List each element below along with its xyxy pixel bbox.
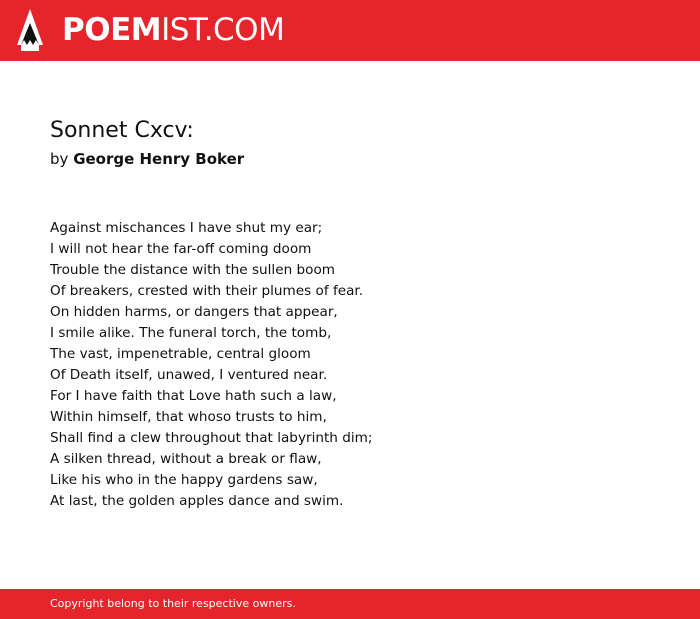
poem-line: Against mischances I have shut my ear;: [50, 220, 323, 236]
author-name: George Henry Boker: [73, 150, 245, 168]
byline: [50, 148, 244, 170]
poem-line: Trouble the distance with the sullen boom: [50, 262, 336, 278]
poem-line: At last, the golden apples dance and swim.: [50, 493, 344, 509]
byline-prefix: by: [50, 150, 69, 168]
poem-line: Of breakers, crested with their plumes of fear.: [50, 283, 364, 299]
logo-text-light: IST.COM: [161, 12, 285, 48]
logo-text-bold: POEM: [62, 12, 162, 48]
poem-body: [50, 218, 372, 512]
pencil-tip-icon: [17, 9, 43, 51]
poem-line: On hidden harms, or dangers that appear,: [50, 304, 338, 320]
poem-line: I will not hear the far-off coming doom: [50, 241, 312, 257]
poem-line: The vast, impenetrable, central gloom: [50, 346, 311, 362]
site-logo-link[interactable]: [62, 12, 284, 48]
copyright-notice: Copyright belong to their respective owners.: [50, 597, 296, 610]
poem-line: For I have faith that Love hath such a law,: [50, 388, 337, 404]
poem-line: Of Death itself, unawed, I ventured near.: [50, 367, 328, 383]
poem-title: Sonnet Cxcv:: [50, 118, 194, 143]
poem-line: Within himself, that whoso trusts to him,: [50, 409, 327, 425]
site-footer: [0, 589, 700, 619]
poem-line: Like his who in the happy gardens saw,: [50, 472, 318, 488]
poem-line: I smile alike. The funeral torch, the tomb,: [50, 325, 332, 341]
poem-line: A silken thread, without a break or flaw,: [50, 451, 322, 467]
site-header: [0, 0, 700, 61]
poem-line: Shall find a clew throughout that labyrinth dim;: [50, 430, 373, 446]
